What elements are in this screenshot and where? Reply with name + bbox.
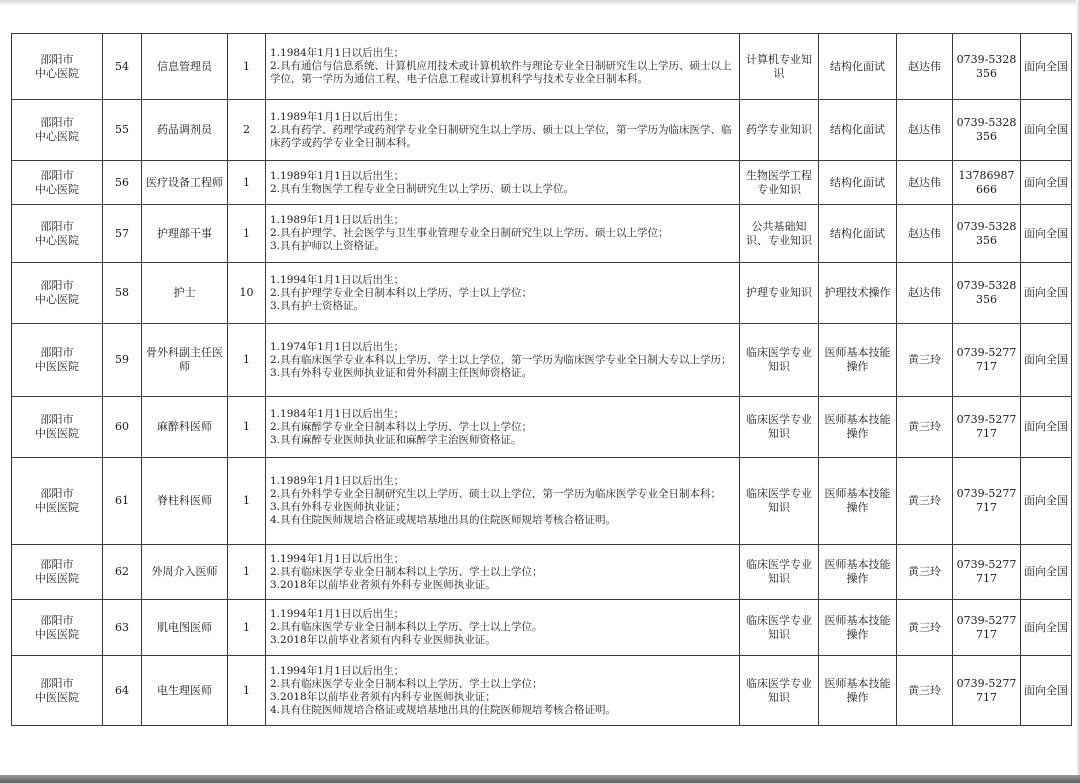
contact-person-cell	[897, 545, 953, 600]
table-row	[12, 100, 1072, 161]
row-number-cell	[103, 205, 142, 263]
requirement-line: 3.具有护师以上资格证。	[270, 240, 386, 252]
requirement-line: 2.具有临床医学专业全日制本科以上学历、学士以上学位。	[270, 621, 543, 633]
hospital-name-line1: 邵阳市	[40, 558, 74, 571]
requirements-cell	[266, 263, 740, 324]
headcount: 1	[243, 175, 250, 189]
written-subject-cell	[740, 263, 819, 324]
recruit-scope: 面向全国	[1024, 286, 1068, 299]
page-right-edge	[1076, 0, 1080, 783]
post-name-cell	[142, 100, 228, 161]
written-subject: 临床医学专业知识	[746, 558, 812, 585]
contact-person: 赵达伟	[908, 123, 941, 136]
hospital-cell	[12, 100, 103, 161]
post-name-cell	[142, 161, 228, 205]
headcount-cell	[228, 161, 266, 205]
recruit-scope-cell	[1021, 600, 1072, 656]
contact-person-cell	[897, 656, 953, 726]
requirement-line: 3.具有外科专业医师执业证；	[270, 501, 407, 513]
hospital-name-line1: 邵阳市	[40, 52, 74, 66]
requirements-cell	[266, 600, 740, 656]
headcount: 1	[243, 59, 250, 73]
requirement-line: 2.具有麻醉学专业全日制本科以上学历、学士以上学位；	[270, 420, 533, 433]
contact-person: 黄三玲	[908, 565, 941, 578]
hospital-cell	[12, 397, 103, 458]
contact-phone: 0739-5277717	[956, 558, 1017, 585]
written-subject: 药学专业知识	[746, 123, 812, 136]
page-bottom-bar	[0, 775, 1080, 783]
contact-person-cell	[897, 600, 953, 656]
table-body	[12, 34, 1072, 726]
contact-person: 赵达伟	[908, 175, 941, 189]
requirements-cell	[266, 100, 740, 161]
requirement-line: 3.2018年以前毕业者须有外科专业医师执业证。	[270, 578, 496, 591]
recruit-scope: 面向全国	[1024, 420, 1068, 433]
contact-person: 赵达伟	[908, 226, 941, 240]
recruit-scope: 面向全国	[1024, 565, 1068, 578]
hospital-cell	[12, 600, 103, 656]
contact-phone: 0739-5277717	[956, 413, 1017, 440]
requirement-line: 4.具有住院医师规培合格证或规培基地出具的住院医师规培考核合格证明。	[270, 514, 617, 526]
recruit-scope: 面向全国	[1024, 123, 1068, 136]
hospital-name-line1: 邵阳市	[40, 279, 74, 292]
contact-person: 黄三玲	[908, 353, 941, 366]
hospital-name-line2: 中医医院	[35, 427, 79, 440]
contact-person-cell	[897, 324, 953, 397]
post-name: 信息管理员	[157, 59, 212, 73]
hospital-cell	[12, 545, 103, 600]
written-subject: 生物医学工程专业知识	[746, 168, 812, 196]
contact-person-cell	[897, 458, 953, 545]
interview-type: 结构化面试	[830, 226, 885, 240]
requirement-line: 1.1994年1月1日以后出生；	[270, 608, 405, 620]
headcount-cell	[228, 545, 266, 600]
row-number-cell	[103, 545, 142, 600]
contact-phone-cell	[953, 324, 1021, 397]
hospital-name-line1: 邵阳市	[40, 413, 74, 426]
recruit-scope-cell	[1021, 100, 1072, 161]
interview-type: 结构化面试	[830, 123, 885, 136]
hospital-cell	[12, 34, 103, 100]
post-name: 电生理医师	[157, 683, 212, 697]
contact-phone: 0739-5328356	[956, 52, 1017, 80]
row-number: 59	[115, 353, 129, 366]
interview-type-cell	[819, 324, 897, 397]
hospital-cell	[12, 458, 103, 545]
written-subject: 护理专业知识	[746, 286, 812, 299]
post-name-cell	[142, 545, 228, 600]
hospital-name-line2: 中心医院	[35, 182, 79, 196]
headcount: 1	[243, 565, 250, 578]
written-subject-cell	[740, 656, 819, 726]
contact-person: 黄三玲	[908, 620, 941, 634]
written-subject: 临床医学专业知识	[746, 413, 812, 440]
row-number-cell	[103, 458, 142, 545]
requirements-cell	[266, 161, 740, 205]
row-number: 61	[115, 494, 129, 507]
recruit-scope: 面向全国	[1024, 353, 1068, 366]
hospital-name-line1: 邵阳市	[40, 116, 74, 129]
hospital-name-line2: 中心医院	[35, 293, 79, 306]
interview-type: 医师基本技能操作	[824, 558, 891, 585]
contact-person-cell	[897, 161, 953, 205]
row-number-cell	[103, 397, 142, 458]
written-subject-cell	[740, 205, 819, 263]
row-number-cell	[103, 263, 142, 324]
row-number: 54	[115, 59, 129, 73]
post-name: 肌电图医师	[157, 620, 212, 634]
contact-person-cell	[897, 34, 953, 100]
hospital-cell	[12, 324, 103, 397]
hospital-name-line2: 中心医院	[35, 130, 79, 143]
requirements-cell	[266, 397, 740, 458]
requirement-line: 2.具有临床医学专业全日制本科以上学历、学士以上学位；	[270, 565, 543, 578]
contact-phone: 13786987666	[958, 168, 1015, 196]
hospital-name-line2: 中医医院	[35, 501, 79, 514]
interview-type-cell	[819, 100, 897, 161]
contact-person: 黄三玲	[908, 683, 941, 697]
recruit-scope: 面向全国	[1024, 494, 1068, 507]
post-name-cell	[142, 324, 228, 397]
hospital-name-line1: 邵阳市	[40, 676, 74, 690]
row-number: 60	[115, 420, 129, 433]
contact-phone-cell	[953, 263, 1021, 324]
interview-type-cell	[819, 205, 897, 263]
headcount-cell	[228, 656, 266, 726]
contact-person: 黄三玲	[908, 420, 941, 433]
written-subject: 临床医学专业知识	[746, 346, 812, 373]
contact-phone-cell	[953, 458, 1021, 545]
written-subject: 计算机专业知识	[746, 52, 812, 80]
requirement-line: 1.1989年1月1日以后出生；	[270, 169, 405, 182]
requirement-line: 1.1994年1月1日以后出生；	[270, 273, 405, 286]
interview-type: 结构化面试	[830, 59, 885, 73]
table-row	[12, 397, 1072, 458]
headcount: 1	[243, 683, 250, 697]
hospital-cell	[12, 205, 103, 263]
row-number: 57	[115, 226, 129, 240]
requirement-line: 2.具有护理学专业全日制本科以上学历、学士以上学位；	[270, 286, 533, 299]
post-name: 护士	[173, 286, 196, 299]
written-subject-cell	[740, 458, 819, 545]
headcount: 2	[243, 123, 250, 136]
headcount: 1	[243, 420, 250, 433]
requirement-line: 3.2018年以前毕业者须有内科专业医师执业证；	[270, 690, 496, 703]
requirement-line: 2.具有药学、药理学或药剂学专业全日制研究生以上学历、硕士以上学位，第一学历为临床医学、临床药学或药学专业全日制本科。	[270, 123, 732, 149]
requirement-line: 2.具有临床医学专业本科以上学历、学士以上学位，第一学历为临床医学专业全日制大专以上学历；	[270, 353, 732, 366]
row-number: 58	[115, 286, 129, 299]
post-name: 护理部干事	[157, 226, 212, 240]
row-number-cell	[103, 324, 142, 397]
post-name-cell	[142, 656, 228, 726]
post-name-cell	[142, 600, 228, 656]
interview-type-cell	[819, 600, 897, 656]
row-number-cell	[103, 34, 142, 100]
interview-type: 医师基本技能操作	[824, 346, 891, 373]
recruit-scope: 面向全国	[1024, 620, 1068, 634]
contact-person: 赵达伟	[908, 286, 941, 299]
recruit-scope-cell	[1021, 656, 1072, 726]
written-subject-cell	[740, 397, 819, 458]
recruit-scope-cell	[1021, 205, 1072, 263]
interview-type-cell	[819, 263, 897, 324]
requirements-cell	[266, 205, 740, 263]
headcount-cell	[228, 397, 266, 458]
row-number: 63	[115, 620, 129, 634]
requirements-cell	[266, 545, 740, 600]
contact-person-cell	[897, 263, 953, 324]
interview-type: 医师基本技能操作	[824, 613, 891, 641]
contact-person-cell	[897, 205, 953, 263]
interview-type-cell	[819, 161, 897, 205]
contact-phone: 0739-5277717	[956, 676, 1017, 704]
written-subject-cell	[740, 600, 819, 656]
table-row	[12, 600, 1072, 656]
contact-phone: 0739-5328356	[956, 116, 1017, 143]
post-name: 药品调剂员	[157, 123, 212, 136]
interview-type: 医师基本技能操作	[824, 413, 891, 440]
post-name: 骨外科副主任医师	[146, 346, 223, 373]
contact-person-cell	[897, 100, 953, 161]
contact-person-cell	[897, 397, 953, 458]
table-row	[12, 205, 1072, 263]
requirement-line: 2.具有护理学、社会医学与卫生事业管理专业全日制研究生以上学历、硕士以上学位；	[270, 227, 669, 239]
requirements-cell	[266, 324, 740, 397]
table-row	[12, 161, 1072, 205]
written-subject-cell	[740, 324, 819, 397]
row-number: 62	[115, 565, 129, 578]
requirement-line: 1.1994年1月1日以后出生；	[270, 552, 405, 565]
headcount: 1	[243, 226, 250, 240]
requirement-line: 2.具有外科学专业全日制研究生以上学历、硕士以上学位，第一学历为临床医学专业全日制本科；	[270, 488, 722, 500]
hospital-name-line1: 邵阳市	[40, 346, 74, 359]
hospital-cell	[12, 656, 103, 726]
interview-type-cell	[819, 397, 897, 458]
contact-phone-cell	[953, 600, 1021, 656]
headcount: 1	[243, 494, 250, 507]
contact-phone-cell	[953, 545, 1021, 600]
headcount-cell	[228, 600, 266, 656]
recruit-scope-cell	[1021, 458, 1072, 545]
recruit-scope-cell	[1021, 397, 1072, 458]
contact-phone-cell	[953, 656, 1021, 726]
requirement-line: 1.1974年1月1日以后出生；	[270, 340, 405, 353]
table-row	[12, 458, 1072, 545]
hospital-cell	[12, 161, 103, 205]
post-name: 麻醉科医师	[157, 420, 212, 433]
post-name-cell	[142, 458, 228, 545]
requirement-line: 3.具有外科专业医师执业证和骨外科副主任医师资格证。	[270, 366, 533, 379]
headcount-cell	[228, 34, 266, 100]
recruit-scope: 面向全国	[1024, 226, 1068, 240]
requirement-line: 1.1984年1月1日以后出生；	[270, 407, 405, 420]
requirement-line: 1.1994年1月1日以后出生；	[270, 664, 405, 677]
requirements-cell	[266, 34, 740, 100]
interview-type-cell	[819, 656, 897, 726]
interview-type: 医师基本技能操作	[824, 676, 891, 704]
post-name: 脊柱科医师	[157, 494, 212, 507]
post-name-cell	[142, 34, 228, 100]
recruit-scope-cell	[1021, 161, 1072, 205]
hospital-name-line2: 中心医院	[35, 66, 79, 80]
requirement-line: 3.具有麻醉专业医师执业证和麻醉学主治医师资格证。	[270, 433, 522, 446]
post-name-cell	[142, 397, 228, 458]
contact-person: 黄三玲	[908, 494, 941, 507]
hospital-name-line2: 中医医院	[35, 572, 79, 585]
hospital-name-line1: 邵阳市	[40, 219, 74, 233]
hospital-name-line1: 邵阳市	[40, 487, 74, 500]
recruit-scope-cell	[1021, 324, 1072, 397]
post-name: 外周介入医师	[151, 565, 218, 578]
table-row	[12, 324, 1072, 397]
row-number: 55	[115, 123, 129, 136]
hospital-name-line2: 中医医院	[35, 690, 79, 704]
headcount: 10	[239, 286, 254, 299]
written-subject: 临床医学专业知识	[746, 613, 812, 641]
contact-person: 赵达伟	[908, 59, 941, 73]
written-subject: 临床医学专业知识	[746, 487, 812, 514]
contact-phone: 0739-5277717	[956, 487, 1017, 514]
recruit-scope-cell	[1021, 545, 1072, 600]
requirement-line: 2.具有临床医学专业全日制本科以上学历、学士以上学位；	[270, 677, 543, 690]
contact-phone-cell	[953, 205, 1021, 263]
headcount-cell	[228, 324, 266, 397]
table-row	[12, 34, 1072, 100]
row-number-cell	[103, 100, 142, 161]
written-subject: 公共基础知识、专业知识	[746, 219, 812, 247]
recruitment-table	[11, 33, 1072, 726]
interview-type: 护理技术操作	[824, 286, 891, 299]
hospital-name-line2: 中医医院	[35, 627, 79, 641]
requirement-line: 1.1989年1月1日以后出生；	[270, 475, 405, 487]
contact-phone: 0739-5277717	[956, 613, 1017, 641]
contact-phone-cell	[953, 161, 1021, 205]
contact-phone-cell	[953, 100, 1021, 161]
post-name: 医疗设备工程师	[146, 175, 223, 189]
written-subject: 临床医学专业知识	[746, 676, 812, 704]
post-name-cell	[142, 205, 228, 263]
table-row	[12, 545, 1072, 600]
requirement-line: 1.1984年1月1日以后出生；	[270, 47, 405, 59]
interview-type: 结构化面试	[830, 175, 885, 189]
written-subject-cell	[740, 161, 819, 205]
headcount: 1	[243, 620, 250, 634]
requirement-line: 3.具有护士资格证。	[270, 299, 365, 312]
post-name-cell	[142, 263, 228, 324]
requirement-line: 3.2018年以前毕业者须有内科专业医师执业证。	[270, 634, 496, 646]
recruit-scope: 面向全国	[1024, 175, 1068, 189]
headcount-cell	[228, 205, 266, 263]
headcount-cell	[228, 458, 266, 545]
row-number-cell	[103, 161, 142, 205]
recruit-scope-cell	[1021, 263, 1072, 324]
requirements-cell	[266, 656, 740, 726]
hospital-name-line1: 邵阳市	[40, 613, 74, 627]
hospital-name-line1: 邵阳市	[40, 168, 74, 182]
requirement-line: 4.具有住院医师规培合格证或规培基地出具的住院医师规培考核合格证明。	[270, 703, 617, 716]
requirement-line: 2.具有通信与信息系统、计算机应用技术或计算机软件与理论专业全日制研究生以上学历、硕士以上学位，第一学历为通信工程、电子信息工程或计算机科学与技术专业全日制本科。	[270, 60, 732, 85]
contact-phone: 0739-5328356	[956, 219, 1017, 247]
requirement-line: 1.1989年1月1日以后出生；	[270, 214, 405, 226]
written-subject-cell	[740, 545, 819, 600]
row-number-cell	[103, 600, 142, 656]
row-number-cell	[103, 656, 142, 726]
recruit-scope-cell	[1021, 34, 1072, 100]
table-row	[12, 656, 1072, 726]
interview-type-cell	[819, 458, 897, 545]
written-subject-cell	[740, 100, 819, 161]
written-subject-cell	[740, 34, 819, 100]
table-row	[12, 263, 1072, 324]
interview-type-cell	[819, 34, 897, 100]
hospital-cell	[12, 263, 103, 324]
row-number: 56	[115, 175, 129, 189]
contact-phone-cell	[953, 397, 1021, 458]
contact-phone: 0739-5277717	[956, 346, 1017, 373]
hospital-name-line2: 中医医院	[35, 360, 79, 373]
recruit-scope: 面向全国	[1024, 59, 1068, 73]
recruit-scope: 面向全国	[1024, 683, 1068, 697]
interview-type-cell	[819, 545, 897, 600]
requirements-cell	[266, 458, 740, 545]
requirement-line: 1.1989年1月1日以后出生；	[270, 110, 405, 123]
hospital-name-line2: 中心医院	[35, 233, 79, 247]
row-number: 64	[115, 683, 129, 697]
headcount-cell	[228, 100, 266, 161]
contact-phone-cell	[953, 34, 1021, 100]
interview-type: 医师基本技能操作	[824, 487, 891, 514]
headcount-cell	[228, 263, 266, 324]
requirement-line: 2.具有生物医学工程专业全日制研究生以上学历、硕士以上学位。	[270, 182, 575, 195]
contact-phone: 0739-5328356	[956, 279, 1017, 306]
page-top-shadow	[0, 0, 1080, 6]
headcount: 1	[243, 353, 250, 366]
